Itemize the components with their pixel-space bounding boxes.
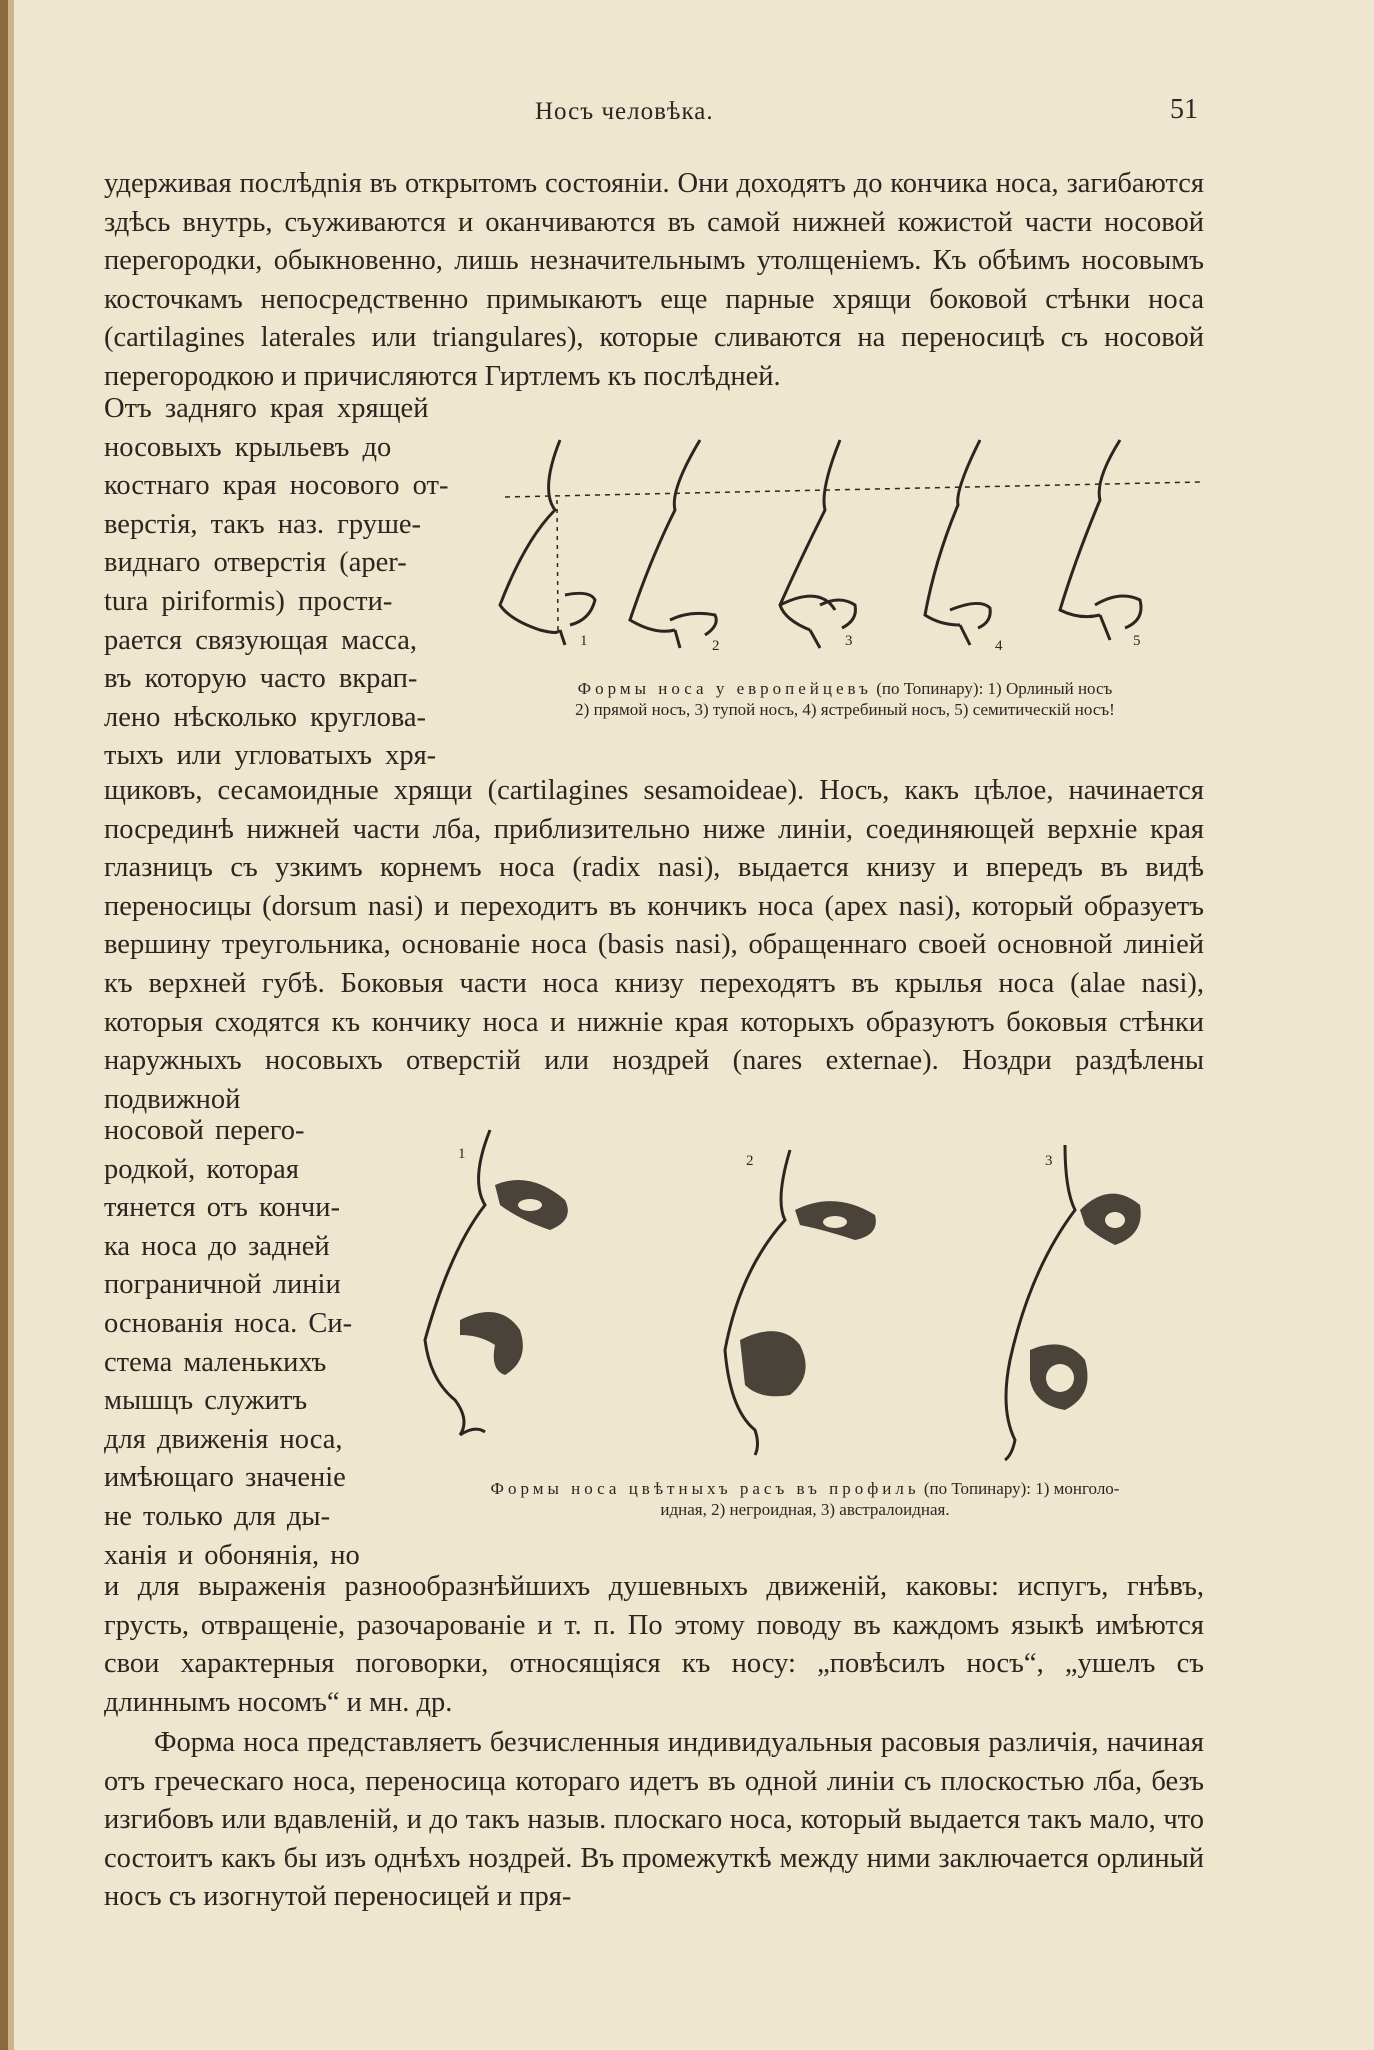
figure-caption-european: Формы носа у европейцевъ (по Топинару): 1) Орлиный носъ 2) прямой носъ, 3) тупой носъ, 4) ястребиный носъ, 5) семитическiй носъ! xyxy=(575,679,1115,719)
figure-race-noses xyxy=(400,1120,1200,1480)
figure-number: 2 xyxy=(746,1153,754,1169)
figure-number: 1 xyxy=(458,1146,466,1162)
race-nose-profiles-drawing xyxy=(400,1120,1200,1480)
side-line: ка носа до задней xyxy=(104,1230,330,1262)
figure-number: 4 xyxy=(995,638,1003,654)
side-column-2 xyxy=(104,1112,366,1575)
figure-number: 5 xyxy=(1133,633,1141,649)
page-edge xyxy=(0,0,8,2050)
side-line: не только для ды- xyxy=(104,1500,331,1532)
side-line: tura piriformis) прости- xyxy=(104,585,393,617)
side-line: лено нѣсколько круглова- xyxy=(104,701,427,733)
side-line: основанiя носа. Си- xyxy=(104,1307,353,1339)
side-line: пограничной линiи xyxy=(104,1269,341,1301)
side-line: мышцъ служитъ xyxy=(104,1385,308,1417)
paragraph-top: удерживая послѣдnія въ открытомъ состоянiи. Они доходятъ до кончика носа, загибаются здѣсь внутрь, съуживаются и оканчиваются въ самой нижней кожистой части носовой перегородки, обыкновенно, лишь незначительнымъ утолщенiемъ. Къ обѣимъ носовымъ косточкамъ непосредственно примыкаютъ еще парные хрящи боковой стѣнки носа (cartilagines laterales или triangulares), которые сливаются на переносицѣ съ носовой перегородкою и причисляются Гиртлемъ къ послѣдней. xyxy=(104,168,1204,392)
running-header xyxy=(0,94,1374,138)
side-line: родкой, которая xyxy=(104,1153,299,1185)
figure-number: 1 xyxy=(580,633,588,649)
side-line: рается связующая масса, xyxy=(104,624,418,656)
side-line: Отъ задняго края хрящей xyxy=(104,393,429,424)
figure-number: 3 xyxy=(845,633,853,649)
figure-european-noses xyxy=(480,430,1210,675)
figure-caption-races: Формы носа цвѣтныхъ расъ въ профиль (по Топинару): 1) монголо- идная, 2) негроидная, 3) австралоидная. xyxy=(490,1479,1120,1519)
figure-number: 3 xyxy=(1045,1153,1053,1169)
side-line: тыхъ или угловатыхъ хря- xyxy=(104,740,437,772)
side-line: носовой перего- xyxy=(104,1115,305,1146)
page-edge-shadow xyxy=(8,0,14,2050)
figure-number: 2 xyxy=(712,638,720,654)
side-column-1 xyxy=(104,390,454,776)
side-line: для движенiя носа, xyxy=(104,1423,343,1455)
running-title: Носъ человѣка. xyxy=(535,98,714,125)
side-line: верстiя, такъ наз. груше- xyxy=(104,508,422,540)
side-line: ханiя и обонянiя, но xyxy=(104,1539,360,1571)
paragraph-bottom: и для выраженiя разнообразнѣйшихъ душевныхъ движенiй, каковы: испугъ, гнѣвъ, грусть, отвращенiе, разочарованiе и т. п. По этому поводу въ каждомъ языкѣ имѣются свои характерныя поговорки, относящiяся къ носу: „повѣсилъ носъ“, „ушелъ съ длиннымъ носомъ“ и мн. др. xyxy=(104,1571,1204,1718)
side-line: костнаго края носового от- xyxy=(104,470,449,502)
paragraph-middle: щиковъ, сесамоидные хрящи (cartilagines sesamoideae). Носъ, какъ цѣлое, начинается посрединѣ нижней части лба, приблизительно ниже линiи, соединяющей верхнiе края глазницъ съ узкимъ корнемъ носа (radix nasi), выдается книзу и впередъ въ видѣ переносицы (dorsum nasi) и переходитъ въ кончикъ носа (apex nasi), который образуетъ вершину треугольника, основанiе носа (basis nasi), обращеннаго своей основной линiей къ верхней губѣ. Боковыя части носа книзу переходятъ въ крылья носа (alae nasi), которыя сходятся къ кончику носа и нижнiе края которыхъ образуютъ боковыя стѣнки наружныхъ носовыхъ отверстiй или ноздрей (nares externae). Ноздри раздѣлены подвижной xyxy=(104,775,1204,1115)
page-number: 51 xyxy=(1170,94,1198,125)
side-line: имѣющаго значенiе xyxy=(104,1462,346,1494)
side-line: носовыхъ крыльевъ до xyxy=(104,431,392,463)
side-line: стема маленькихъ xyxy=(104,1346,327,1378)
nose-profiles-drawing xyxy=(480,430,1210,675)
side-line: виднаго отверстiя (aper- xyxy=(104,547,407,579)
side-line: тянется отъ кончи- xyxy=(104,1192,340,1224)
paragraph-last: Форма носа представляетъ безчисленныя индивидуальныя расовыя различiя, начиная отъ греческаго носа, переносица котораго идетъ въ одной линiи съ плоскостью лба, безъ изгибовъ или вдавленiй, и до такъ назыв. плоскаго носа, который выдается такъ мало, что состоитъ какъ бы изъ однѣхъ ноздрей. Въ промежуткѣ между ними заключается орлиный носъ съ изогнутой переносицей и пря- xyxy=(104,1727,1204,1913)
side-line: въ которую часто вкрап- xyxy=(104,663,418,695)
